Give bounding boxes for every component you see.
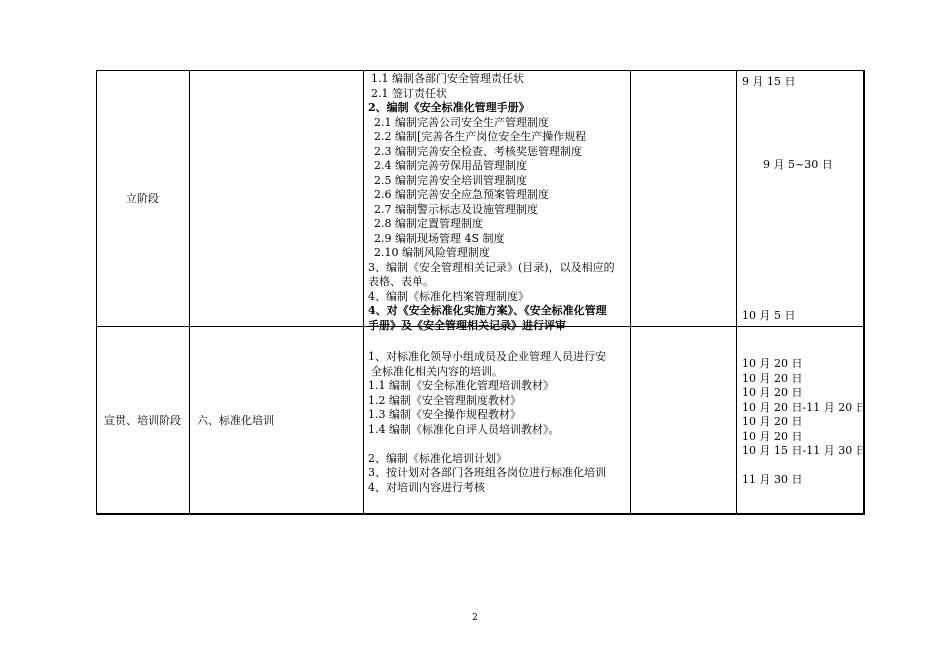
dates-cell bbox=[742, 357, 867, 488]
content-line: 表格、表单。 bbox=[368, 275, 434, 288]
content-line bbox=[368, 437, 630, 452]
content-line: 2.10 编制风险管理制度 bbox=[374, 246, 490, 259]
date-text: 10 月 20 日 bbox=[742, 429, 803, 443]
date-text: 10 月 15 日-11 月 30 日 bbox=[742, 444, 867, 457]
content-line: 2.2 编制[完善各生产岗位安全生产操作规程 bbox=[374, 130, 587, 143]
date-text: 10 月 20 日-11 月 20 日 bbox=[742, 400, 867, 414]
date-text: 10 月 20 日 bbox=[742, 371, 803, 385]
content-line: 2.9 编制现场管理 4S 制度 bbox=[374, 231, 505, 245]
page-number: 2 bbox=[472, 613, 478, 623]
content-line: 2.6 编制完善安全应急预案管理制度 bbox=[374, 188, 549, 201]
task-cell: 六、标准化培训 bbox=[197, 414, 274, 427]
content-line: 2.3 编制完善安全检查、考核奖惩管理制度 bbox=[374, 144, 582, 158]
date-text: 10 月 5 日 bbox=[742, 309, 796, 322]
plan-table bbox=[96, 70, 865, 515]
content-line: 2.4 编制完善劳保用品管理制度 bbox=[374, 159, 527, 172]
content-line: 4、编制《标准化档案管理制度》 bbox=[368, 289, 529, 303]
content-cell bbox=[368, 72, 630, 333]
content-line: 3、按计划对各部门各班组各岗位进行标准化培训 bbox=[368, 466, 606, 479]
content-line: 1.4 编制《标准化自评人员培训教材》。 bbox=[368, 422, 560, 436]
stage-cell: 立阶段 bbox=[126, 192, 159, 205]
content-line: 2.1 签订责任状 bbox=[371, 86, 447, 100]
content-line: 1.3 编制《安全操作规程教材》 bbox=[368, 408, 521, 421]
content-line: 2.8 编制定置管理制度 bbox=[374, 217, 483, 230]
content-line: 3、编制《安全管理相关记录》(目录)，以及相应的 bbox=[368, 260, 615, 274]
date-text: 11 月 30 日 bbox=[742, 473, 803, 486]
date-text: 10 月 20 日 bbox=[742, 386, 803, 399]
column-divider bbox=[736, 70, 737, 515]
stage-cell: 宣贯、培训阶段 bbox=[104, 414, 181, 427]
content-line: 1.1 编制《安全标准化管理培训教材》 bbox=[368, 379, 554, 392]
date-text: 9 月 5~30 日 bbox=[763, 158, 833, 171]
content-line: 4、对《安全标准化实施方案》、《安全标准化管理 bbox=[368, 304, 607, 317]
content-line: 2.1 编制完善公司安全生产管理制度 bbox=[374, 115, 549, 129]
content-line: 2.7 编制警示标志及设施管理制度 bbox=[374, 202, 538, 216]
content-line: 2、编制《标准化培训计划》 bbox=[368, 451, 507, 465]
content-line: 4、对培训内容进行考核 bbox=[368, 480, 485, 494]
column-divider bbox=[630, 70, 631, 515]
content-line: 手册》及《安全管理相关记录》进行评审 bbox=[368, 318, 566, 332]
content-line: 全标准化相关内容的培训。 bbox=[371, 364, 503, 378]
content-line: 2、编制《安全标准化管理手册》 bbox=[368, 101, 530, 114]
content-line: 2.5 编制完善安全培训管理制度 bbox=[374, 173, 527, 187]
table-bottom-border bbox=[96, 513, 865, 515]
date-text: 10 月 20 日 bbox=[742, 415, 803, 428]
content-cell bbox=[368, 350, 630, 495]
table-top-border bbox=[96, 70, 865, 71]
date-text: 9 月 15 日 bbox=[742, 75, 796, 88]
content-line: 1、对标准化领导小组成员及企业管理人员进行安 bbox=[368, 350, 606, 363]
date-text bbox=[742, 459, 867, 474]
content-line: 1.1 编制各部门安全管理责任状 bbox=[371, 72, 524, 85]
column-divider bbox=[189, 70, 190, 515]
table-left-border bbox=[96, 70, 97, 515]
date-text: 10 月 20 日 bbox=[742, 357, 803, 370]
column-divider bbox=[363, 70, 364, 515]
content-line: 1.2 编制《安全管理制度教材》 bbox=[368, 393, 521, 407]
